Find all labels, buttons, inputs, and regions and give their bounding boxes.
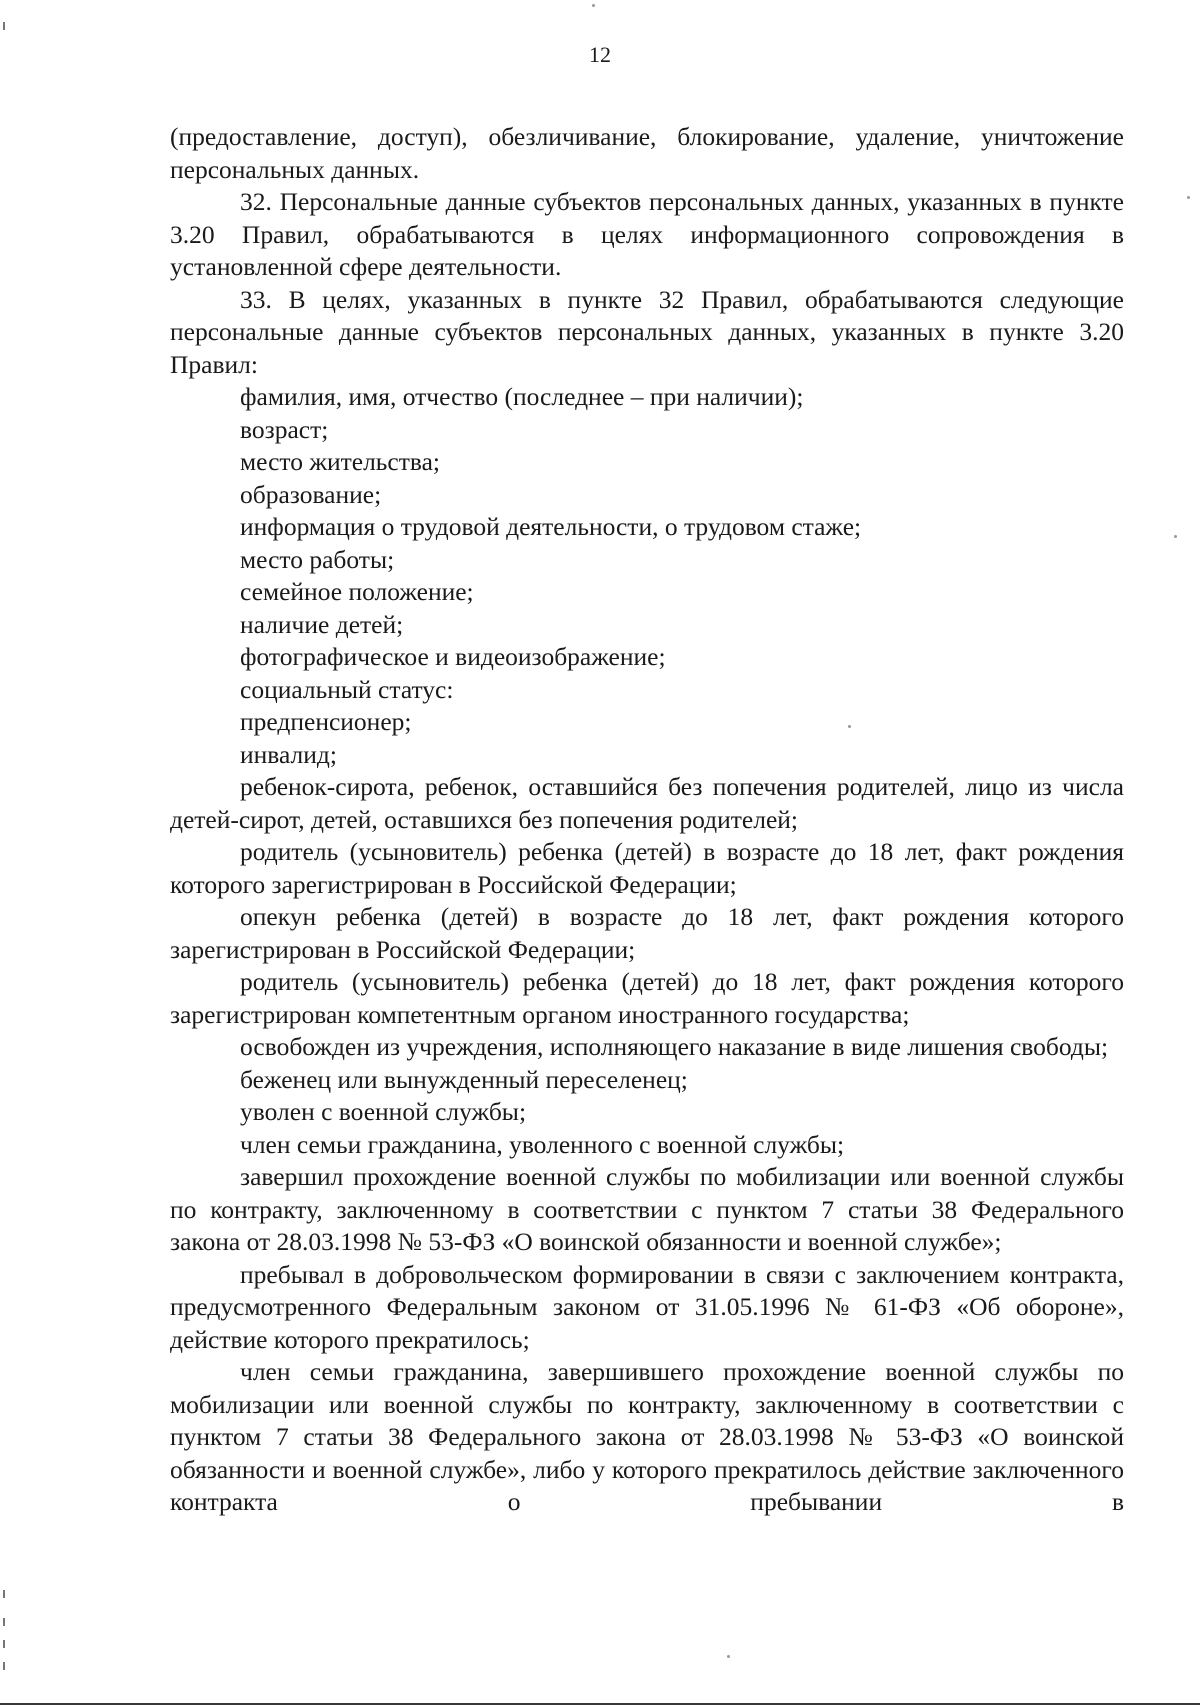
list-item-long: родитель (усыновитель) ребенка (детей) в возрасте до 18 лет, факт рождения которого зарегистрирован в Российской Федерации; [170, 837, 1124, 899]
scan-speck [592, 4, 595, 7]
list-item: место жительства; [240, 447, 440, 476]
list-item: возраст; [240, 414, 329, 444]
scan-speck [1187, 196, 1190, 199]
list-item-long: ребенок-сирота, ребенок, оставшийся без попечения родителей, лицо из числа детей-сирот, детей, оставшихся без попечения родителей; [170, 772, 1124, 834]
list-item: беженец или вынужденный переселенец; [240, 1064, 688, 1094]
paragraph-32: 32. Персональные данные субъектов персональных данных, указанных в пункте 3.20 Правил, обрабатываются в целях информационного сопровождения в установленной сфере деятельности. [170, 187, 1124, 281]
list-item: фотографическое и видеоизображение; [240, 642, 666, 671]
list-item: инвалид; [240, 739, 337, 769]
scan-edge-mark [3, 1640, 5, 1648]
scan-edge-mark [3, 1618, 5, 1626]
page-number: 12 [589, 42, 611, 67]
scan-speck [1174, 535, 1177, 538]
scan-edge-mark [3, 22, 5, 30]
list-item: уволен с военной службы; [240, 1097, 527, 1126]
list-item: информация о трудовой деятельности, о трудовом стаже; [240, 512, 862, 541]
scan-speck [727, 1655, 730, 1658]
list-item-long: родитель (усыновитель) ребенка (детей) до 18 лет, факт рождения которого зарегистрирован компетентным органом иностранного государства; [170, 967, 1124, 1029]
scan-edge-mark [3, 1662, 5, 1670]
list-item: семейное положение; [240, 577, 474, 606]
list-item: наличие детей; [240, 609, 404, 639]
scan-bottom-edge [0, 1703, 1200, 1705]
list-item: социальный статус: [240, 674, 454, 704]
paragraph-continuation: (предоставление, доступ), обезличивание, блокирование, удаление, уничтожение персональных данных. [170, 122, 1124, 184]
document-body [170, 121, 1124, 1519]
list-item-long: пребывал в добровольческом формировании в связи с заключением контракта, предусмотренного Федеральным законом от 31.05.1996 № 61-ФЗ «Об обороне», действие которого прекратилось; [170, 1259, 1124, 1354]
list-item-long: освобожден из учреждения, исполняющего наказание в виде лишения свободы; [240, 1032, 1109, 1061]
paragraph-33: 33. В целях, указанных в пункте 32 Правил, обрабатываются следующие персональные данные субъектов персональных данных, указанных в пункте 3.20 Правил: [170, 284, 1124, 379]
list-item: предпенсионер; [240, 707, 412, 736]
list-item-long: завершил прохождение военной службы по мобилизации или военной службы по контракту, заключенному в соответствии с пунктом 7 статьи 38 Федерального закона от 28.03.1998 № 53-ФЗ «О воинской обязанности и военной службе»; [170, 1162, 1124, 1256]
scan-speck [848, 725, 851, 728]
scan-edge-mark [3, 1590, 5, 1598]
list-item-long-continued: член семьи гражданина, завершившего прохождение военной службы по мобилизации или военной службы по контракту, заключенному в соответствии с пунктом 7 статьи 38 Федерального закона от 28.03.1998 № 53-ФЗ «О воинской обязанности и военной службе», либо у которого прекратилось действие заключенного контракта о пребывании в [170, 1357, 1124, 1516]
list-item: образование; [240, 479, 382, 509]
list-item: фамилия, имя, отчество (последнее – при наличии); [240, 382, 804, 411]
list-item: член семьи гражданина, уволенного с военной службы; [240, 1129, 845, 1159]
list-item-long: опекун ребенка (детей) в возрасте до 18 лет, факт рождения которого зарегистрирован в Российской Федерации; [170, 902, 1124, 964]
list-item: место работы; [240, 544, 395, 574]
